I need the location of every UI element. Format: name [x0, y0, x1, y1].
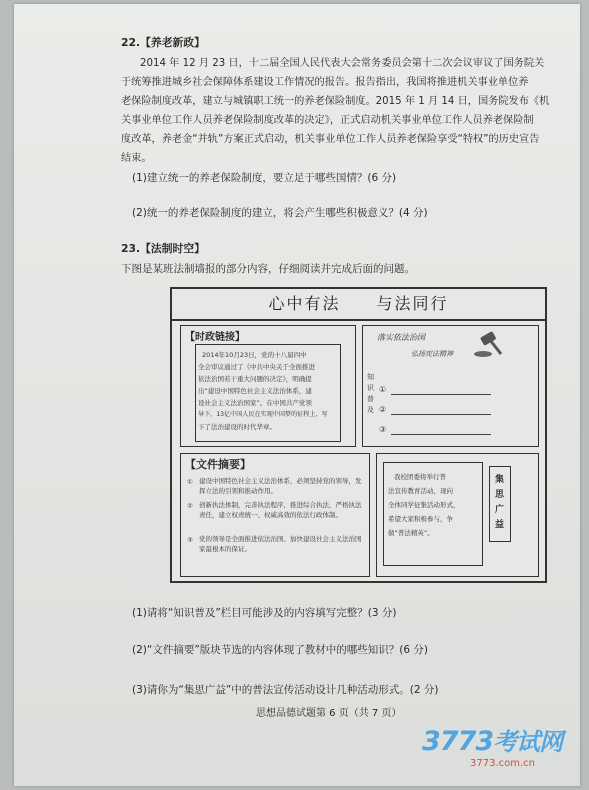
news-line: 依法治国若干重大问题的决定》，明确提	[198, 375, 312, 383]
knowledge-box	[362, 325, 539, 447]
news-line: 下了法治建设的时代华章。	[198, 423, 276, 431]
q22-line: 老保险制度改革，建立与城镇职工统一的养老保险制度。2015 年 1 月 14 日，国务院发布《机	[121, 96, 550, 107]
digest-item-3: 党的领导是全面推进依法治国、加快建设社会主义法治国家最根本的保证。	[199, 535, 362, 553]
digest-item-2: 创新执法体制，完善执法程序，推进综合执法，严格执法责任，建立权责统一、权威高效的依法行政体制。	[199, 501, 362, 519]
news-link-box	[180, 325, 356, 447]
blank-line-2	[391, 414, 491, 415]
digest-item-1: 建设中国特色社会主义法治体系，必须坚持党的领导，发挥立法的引领和推动作用。	[199, 477, 362, 495]
digest-header: 【文件摘要】	[185, 458, 251, 471]
digest-num-2: ②	[187, 502, 193, 510]
news-inner-frame	[195, 344, 341, 442]
q22-line: 关事业单位工作人员养老保险制度改革的决定》，正式启动机关事业单位工作人员养老保险制	[121, 115, 534, 126]
news-line: 出“建设中国特色社会主义法治体系，建	[198, 387, 312, 395]
bullet-3: ③	[379, 425, 387, 434]
q22-line: 2014 年 12 月 23 日，十二届全国人民代表大会常务委员会第十二次会议审议了国务院关	[140, 58, 545, 69]
news-line: 全会审议通过了《中共中央关于全面推进	[198, 363, 315, 371]
digest-num-1: ①	[187, 478, 193, 486]
wall-newspaper	[170, 287, 547, 583]
board-title: 心中有法 与法同行	[172, 289, 545, 321]
blank-line-3	[391, 434, 491, 435]
q23-heading: 23.【法制时空】	[121, 242, 205, 255]
news-link-header: 【时政链接】	[185, 328, 245, 343]
q22-line: 度改革，养老金“并轨”方案正式启动，机关事业单位工作人员养老保险享受“特权”的历史宣告	[121, 134, 540, 145]
watermark-logo	[422, 722, 562, 757]
page-footer: 思想品德试题第 6 页（共 7 页）	[256, 708, 402, 719]
digest-box	[180, 453, 370, 577]
activity-line: 法宣传教育活动，现向	[388, 487, 453, 495]
knowledge-side-label: 知识普及	[367, 373, 374, 414]
knowledge-subtitle: 弘扬宪法精神	[411, 350, 453, 358]
activity-line: 希望大家积极参与，争	[388, 515, 453, 523]
bullet-1: ①	[379, 385, 387, 394]
activity-line: 我校团委将举行普	[394, 473, 446, 481]
news-line: 2014年10月23日，党的十八届四中	[202, 351, 307, 359]
q23-intro: 下图是某班法制墙报的部分内容，仔细阅读并完成后面的问题。	[121, 263, 415, 275]
q23-sub2: (2)“文件摘要”版块节选的内容体现了教材中的哪些知识？(6 分)	[132, 644, 428, 656]
q22-sub1: (1)建立统一的养老保险制度，要立足于哪些国情？(6 分)	[132, 172, 397, 184]
activity-box	[376, 453, 539, 577]
knowledge-title: 落实依法治国	[377, 333, 425, 342]
watermark-logo-text: 考试网	[493, 728, 563, 756]
watermark-logo-number: 3773	[422, 726, 494, 757]
q23-sub1: (1)请将“知识普及”栏目可能涉及的内容填写完整？(3 分)	[132, 607, 397, 619]
q22-heading: 22.【养老新政】	[121, 36, 205, 49]
watermark-url: 3773.com.cn	[470, 758, 535, 769]
activity-line: 全体同学征集活动形式，	[388, 501, 460, 509]
bullet-2: ②	[379, 405, 387, 414]
activity-label-box	[489, 466, 511, 542]
gavel-icon	[473, 330, 507, 358]
q23-sub3: (3)请你为“集思广益”中的普法宣传活动设计几种活动形式。(2 分)	[132, 684, 439, 696]
q22-line: 于统筹推进城乡社会保障体系建设工作情况的报告。报告指出，我国将推进机关事业单位养	[121, 77, 529, 88]
q22-line: 结束。	[121, 153, 152, 164]
digest-num-3: ③	[187, 536, 193, 544]
blank-line-1	[391, 394, 491, 395]
news-line: 设社会主义法治国家”。在中国共产党领	[198, 399, 312, 407]
activity-line: 做“普法精英”。	[388, 529, 434, 537]
q22-sub2: (2)统一的养老保险制度的建立，将会产生哪些积极意义？(4 分)	[132, 207, 428, 219]
news-line: 导下，13亿中国人民在实现中国梦的征程上，写	[198, 411, 328, 418]
activity-inner-frame	[383, 462, 483, 566]
activity-label: 集思广益	[495, 475, 505, 530]
